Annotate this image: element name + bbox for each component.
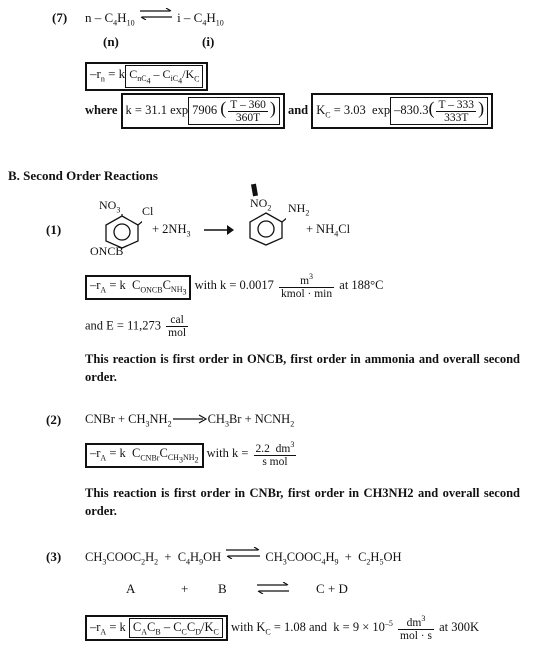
item7-kc-frac-num: T – 333 bbox=[438, 98, 475, 111]
product-no2-label: $NO_2$ bbox=[250, 196, 272, 213]
item3-reaction-rhs: $CH_3COOC_4H_9 + C_2H_5OH$ bbox=[265, 550, 402, 567]
item1-plus-nh3: + $2NH_3$ bbox=[152, 222, 191, 239]
item7-where: where bbox=[85, 103, 118, 117]
item7-k-const: 7906 bbox=[192, 103, 218, 117]
item2-with-k: with k = bbox=[206, 445, 249, 460]
equilibrium-arrow-icon bbox=[138, 8, 174, 24]
item7-constants: where k = 31.1 exp 7906 ( $\frac{T - 360}{360T}$ ) and $K_C = 3.03$ exp –830.3( $\frac{T - 333}{333T}$ ) bbox=[85, 93, 493, 129]
item3-k-unit-num: $dm^3$ bbox=[398, 614, 434, 630]
item1-number: (1) bbox=[46, 222, 62, 237]
item2-note: This reaction is first order in CNBr, first order in CH3NH2 and overall second order. bbox=[85, 486, 520, 518]
item7-kc-const: –830.3 bbox=[394, 103, 429, 117]
item2-k-unit-num: 2.2 $dm^3$ bbox=[255, 440, 295, 455]
item7-reaction-rhs: i – $C_4H_{10}$ bbox=[177, 10, 224, 28]
item7-k-expr: k = 31.1 exp bbox=[125, 103, 189, 117]
item3-rate-law-line bbox=[85, 614, 479, 642]
item2-rate-law: $-r_A = k$ $C_{CNBr}C_{CH_3NH_2}$ bbox=[85, 443, 204, 468]
item3-label-plus: + bbox=[181, 581, 189, 596]
item3-label-a: A bbox=[126, 581, 136, 596]
reaction-arrow-icon bbox=[172, 413, 208, 428]
item7-kc-frac-den: 333T bbox=[444, 111, 469, 124]
item1-and-e: and E = 11,273 bbox=[85, 318, 162, 333]
item7-label-i: (i) bbox=[202, 34, 215, 49]
section-b-heading: B. Second Order Reactions bbox=[8, 168, 158, 183]
item7-k-frac-num: T – 360 bbox=[230, 98, 266, 111]
item3-reaction-lhs: $CH_3COOC_2H_2 + C_4H_9OH$ bbox=[85, 550, 222, 567]
item3-label-b: B bbox=[218, 581, 227, 596]
item3-rate-law: $-r_A = k$ $C_AC_B - C_CC_D/K_C$ bbox=[85, 615, 228, 642]
equilibrium-arrow-icon bbox=[255, 582, 291, 594]
item1-k-unit-den: kmol · min bbox=[281, 287, 333, 300]
item3-number: (3) bbox=[46, 549, 62, 564]
item1-note: This reaction is first order in ONCB, first order in ammonia and overall second order. bbox=[85, 352, 520, 384]
item7-reaction bbox=[85, 10, 224, 28]
item7-and: and bbox=[287, 103, 309, 117]
item1-temp: at 188°C bbox=[339, 277, 384, 292]
item1-plus-nh4cl: + $NH_4Cl$ bbox=[306, 222, 351, 239]
equilibrium-arrow-icon bbox=[224, 547, 262, 563]
item3-reaction bbox=[85, 549, 402, 567]
item1-k-unit-num: $m^3$ bbox=[279, 272, 334, 288]
item1-with-k: with k = 0.0017 bbox=[194, 277, 274, 292]
reactant-oncb-structure bbox=[90, 198, 160, 258]
product-nh2-label: $NH_2$ bbox=[288, 201, 310, 218]
item2-rate-law-line bbox=[85, 440, 298, 468]
item1-activation-energy bbox=[85, 314, 190, 339]
item3-temp: at 300K bbox=[439, 619, 480, 634]
reactant-cl-label: Cl bbox=[142, 204, 154, 218]
reactant-no2-label: $NO_3$ bbox=[99, 198, 121, 215]
item2-number: (2) bbox=[46, 412, 62, 427]
reactant-oncb-name: ONCB bbox=[90, 244, 124, 258]
item3-label-cd: C + D bbox=[316, 581, 348, 596]
item7-reaction-lhs: n – $C_4H_{10}$ bbox=[85, 10, 135, 28]
item7-number: (7) bbox=[52, 10, 68, 25]
item2-k-unit-den: s mol bbox=[262, 455, 288, 468]
item7-label-n: (n) bbox=[103, 34, 119, 49]
item3-k-unit-den: mol · s bbox=[400, 629, 432, 642]
benzene-ring-icon bbox=[246, 211, 286, 247]
marker-icon bbox=[251, 184, 258, 197]
item1-e-unit-den: mol bbox=[168, 327, 187, 339]
item7-rate-law: $-r_n = k$ $C_{nC_4} - C_{iC_4}/K_C$ bbox=[85, 62, 208, 91]
reaction-arrow-icon bbox=[203, 224, 235, 236]
item7-kc-expr: $K_C = 3.03$ exp bbox=[316, 103, 391, 120]
item3-with-kc: with $K_C = 1.08$ and $k = 9 \times 10^{-5}$ bbox=[230, 618, 393, 637]
item1-rate-law: $-r_A = k$ $C_{ONCB}C_{NH_3}$ bbox=[85, 275, 191, 300]
item2-reaction: CNBr + $CH_3NH_2$ $CH_3Br$ + $NCNH_2$ bbox=[85, 412, 295, 429]
item1-e-unit-num: cal bbox=[166, 314, 188, 327]
item7-k-frac-den: 360T bbox=[235, 111, 261, 124]
item1-rate-law-line bbox=[85, 272, 384, 300]
